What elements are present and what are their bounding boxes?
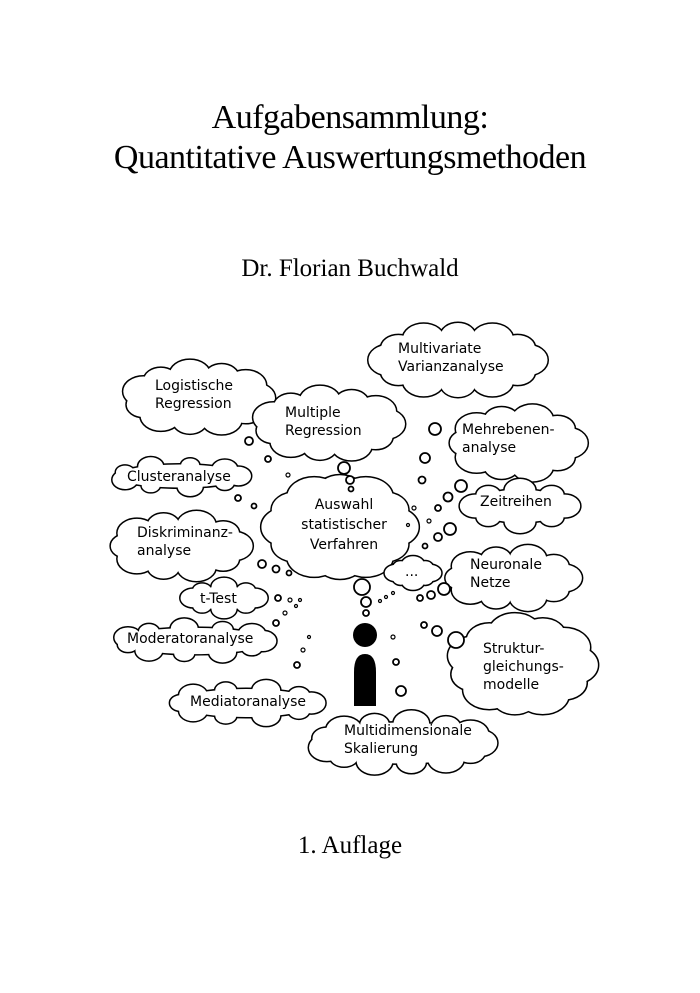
thought-bubble <box>258 560 266 568</box>
thought-bubble <box>429 423 441 435</box>
thought-bubble <box>396 686 406 696</box>
thought-bubble <box>245 437 253 445</box>
thought-bubble <box>283 611 287 615</box>
thought-bubble <box>252 504 257 509</box>
thought-bubble <box>444 523 456 535</box>
cloud-label-mehrebenenanalyse: Mehrebenen-analyse <box>462 422 555 456</box>
thought-bubble <box>448 632 464 648</box>
cloud-label-auswahl: Auswahl statistischer Verfahren <box>301 497 387 553</box>
thought-bubble <box>420 453 430 463</box>
thought-bubble <box>349 487 354 492</box>
cloud-label-neuronale-netze: Neuronale Netze <box>470 557 542 591</box>
thought-bubble <box>287 571 292 576</box>
cloud-label-moderatoranalyse: Moderatoranalyse <box>127 631 254 647</box>
cover-title-line2: Quantitative Auswertungsmethoden <box>113 139 587 176</box>
thought-bubble <box>361 597 371 607</box>
thought-bubble <box>392 592 395 595</box>
cloud-label-strukturgleichungsmodelle: Struktur-gleichungs-modelle <box>483 641 564 693</box>
cloud-label-t-test: t-Test <box>200 591 237 607</box>
cloud-label-multidimensionale-skalierung: Multidimensionale Skalierung <box>344 723 472 757</box>
thought-bubble <box>286 473 290 477</box>
cloud-label-zeitreihen: Zeitreihen <box>480 494 552 510</box>
thought-bubble <box>265 456 271 462</box>
cover-author: Dr. Florian Buchwald <box>241 255 459 282</box>
thought-bubble <box>393 659 399 665</box>
thought-bubble <box>417 595 423 601</box>
thought-bubble <box>288 598 292 602</box>
thought-bubble <box>427 591 435 599</box>
thought-bubble <box>354 579 370 595</box>
cover-edition: 1. Auflage <box>297 832 403 859</box>
cloud-label-mediatoranalyse: Mediatoranalyse <box>190 694 306 710</box>
thought-bubble <box>275 595 281 601</box>
thought-bubble <box>295 605 298 608</box>
cloud-neuronale-netze <box>446 545 582 611</box>
thought-bubble <box>391 635 395 639</box>
cloud-label-multivariate-varianzanalyse: Multivariate Varianzanalyse <box>398 341 504 375</box>
cover-title-line1: Aufgabensammlung: <box>211 99 489 136</box>
thought-bubble <box>235 495 241 501</box>
cloud-label-logistische-regression: Logistische Regression <box>155 378 234 412</box>
thought-bubble <box>419 477 426 484</box>
person-head <box>353 623 377 647</box>
thought-bubble <box>412 506 416 510</box>
thought-bubble <box>421 622 427 628</box>
cloud-label-multiple-regression: Multiple Regression <box>285 405 362 439</box>
thought-bubble <box>427 519 431 523</box>
thought-bubble <box>379 600 382 603</box>
thought-bubble <box>299 599 302 602</box>
thought-bubble <box>301 648 305 652</box>
thought-bubble <box>273 620 279 626</box>
thought-bubble <box>308 636 311 639</box>
thought-bubble <box>407 524 410 527</box>
thought-bubble <box>294 662 300 668</box>
thought-bubble <box>423 544 428 549</box>
person-body <box>354 654 376 706</box>
thought-bubble <box>455 480 467 492</box>
cloud-label-small-thought: ... <box>405 564 419 580</box>
thought-bubble <box>435 505 441 511</box>
thought-bubble <box>385 596 388 599</box>
thought-bubble <box>438 583 450 595</box>
thought-bubble <box>434 533 442 541</box>
person-figure <box>353 623 377 706</box>
thought-bubble <box>444 493 453 502</box>
thought-bubble <box>363 610 369 616</box>
cloud-label-clusteranalyse: Clusteranalyse <box>127 469 231 485</box>
thought-bubble <box>346 476 354 484</box>
thought-bubble <box>273 566 280 573</box>
thought-bubble <box>432 626 442 636</box>
cloud-label-diskriminanzanalyse: Diskriminanz-analyse <box>137 525 233 559</box>
thought-bubble <box>338 462 350 474</box>
